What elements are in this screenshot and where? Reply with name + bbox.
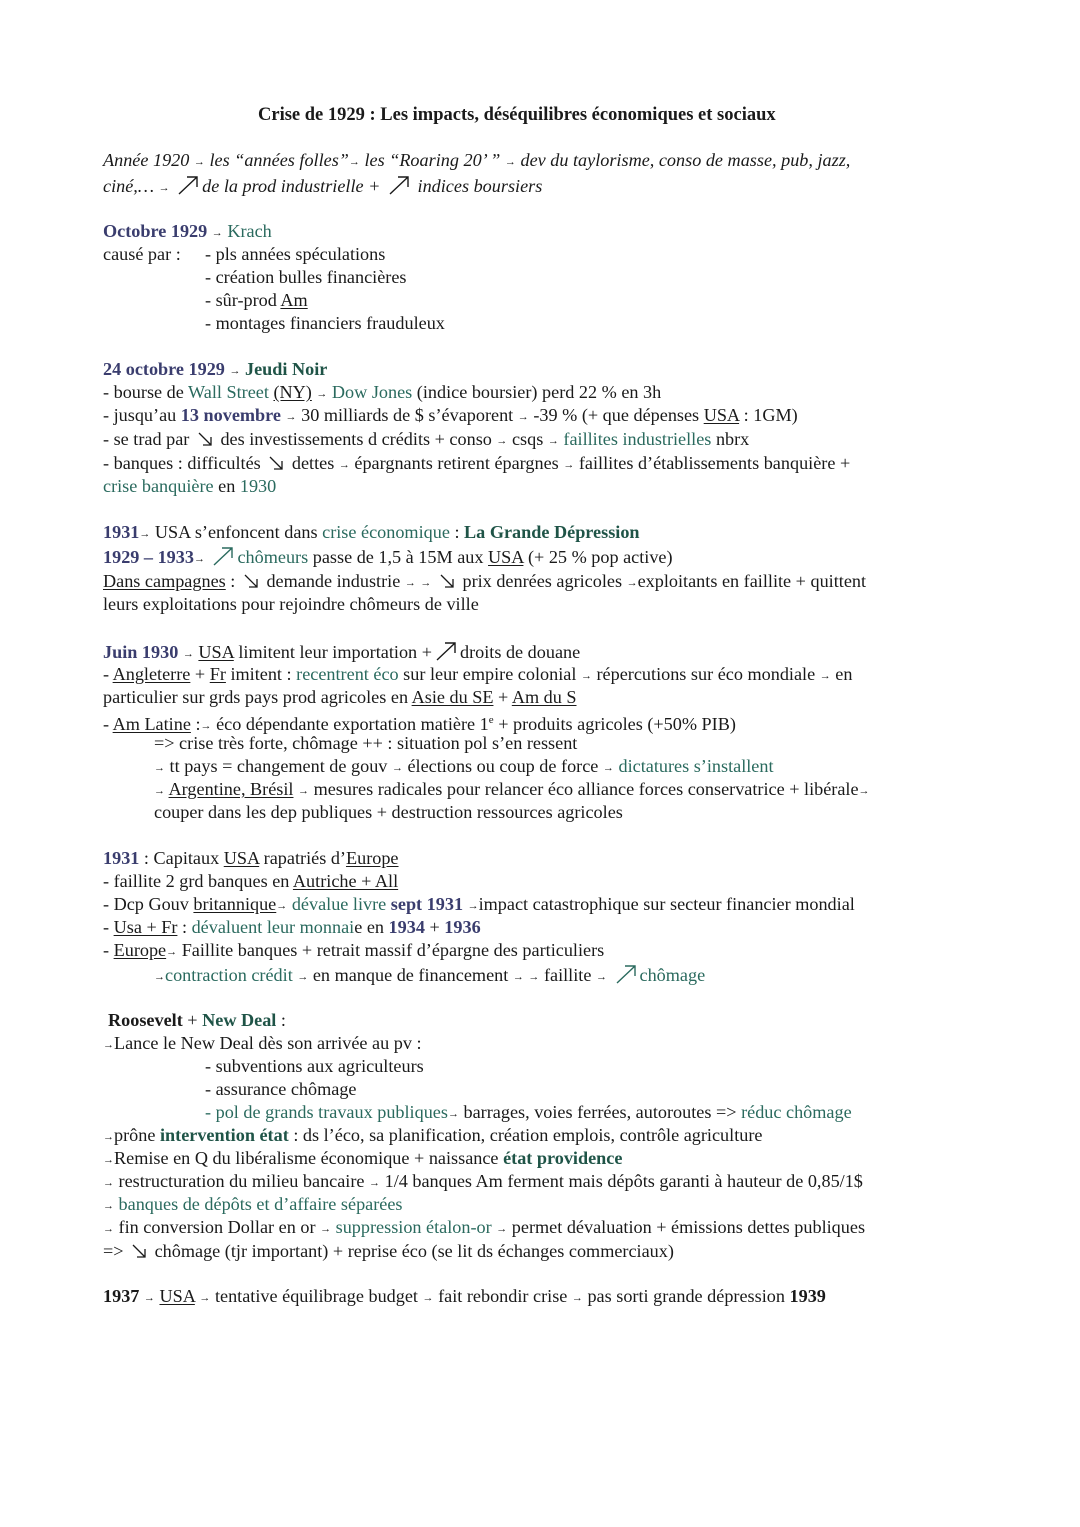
arrow-icon: → <box>316 388 328 400</box>
arrow-icon: → <box>166 946 178 958</box>
cap-l6-b: en manque de financement <box>312 965 509 985</box>
arrow-icon: → <box>211 227 223 239</box>
devalue-livre: dévalue livre <box>291 894 387 914</box>
arrow-icon: → <box>103 1200 114 1212</box>
juin-line-8: couper dans les dep publiques + destruction ressources agricoles <box>154 802 623 822</box>
final-line <box>103 1285 826 1311</box>
dep-1929-1933: 1929 – 1933 <box>103 547 194 567</box>
increase-arrow-icon <box>176 174 200 196</box>
newdeal-item-2: - assurance chômage <box>205 1079 357 1099</box>
intervention-etat: intervention état <box>159 1125 289 1145</box>
jeudi-l4-c: épargnants retirent épargnes <box>354 453 559 473</box>
dep-1931: 1931 <box>103 522 140 542</box>
depression-line-1 <box>103 521 640 547</box>
juin-l3-c: + <box>498 687 509 707</box>
etat-providence: état providence <box>503 1148 623 1168</box>
capitaux-line-1 <box>103 847 399 870</box>
arrow-icon: → <box>158 182 170 194</box>
arrow-icon: → <box>504 156 516 168</box>
cap-chomage: chômage <box>639 965 706 985</box>
juin-l4-f: + produits agricoles (+50% PIB) <box>498 714 736 735</box>
newdeal-heading <box>108 1009 286 1032</box>
increase-arrow-icon <box>614 963 638 985</box>
arrow-icon: → <box>199 1292 211 1304</box>
arrow-icon: → <box>571 1292 583 1304</box>
jeudi-l1-a: - bourse de <box>103 382 184 402</box>
arrow-icon: → <box>517 411 529 423</box>
ny: (NY) <box>273 382 312 402</box>
dictatures: dictatures s’installent <box>618 756 774 776</box>
final-e: pas sorti grande dépression <box>587 1286 785 1306</box>
newdeal-item-1: - subventions aux agriculteurs <box>205 1056 424 1076</box>
krach-date: Octobre 1929 <box>103 221 208 241</box>
new-deal: New Deal <box>202 1010 277 1030</box>
jeudi-l4-a: - banques : difficultés <box>103 453 261 473</box>
cap-l6-c: faillite <box>543 965 592 985</box>
dow-jones: Dow Jones <box>331 382 413 402</box>
juin-l3-a: particulier sur grds pays prod agricoles en <box>103 687 409 707</box>
argentine-bresil: Argentine, Brésil <box>168 779 294 799</box>
jeudi-l2-f: : 1GM) <box>743 405 798 425</box>
dep-l3-d: prix denrées agricoles <box>462 571 623 591</box>
juin-l2-h: répercutions sur éco mondiale <box>596 664 816 684</box>
arrow-icon: → <box>200 720 212 733</box>
jeudi-l3-a: - se trad par <box>103 429 190 449</box>
banques-separees: banques de dépôts et d’affaire séparées <box>118 1194 403 1214</box>
increase-arrow-icon <box>434 640 458 662</box>
cap-1934: 1934 <box>388 917 425 937</box>
arrow-icon: → <box>298 785 310 797</box>
juin-line-3 <box>103 686 577 709</box>
juin-line-5: => crise très forte, chômage ++ : situation pol s’en ressent <box>154 733 578 753</box>
nd-l6-a: prône <box>114 1125 156 1145</box>
intro-indices: indices boursiers <box>417 176 543 196</box>
nd-plus: + <box>187 1010 198 1030</box>
dep-l3-c: demande industrie <box>266 571 401 591</box>
cap-l3-e: impact catastrophique sur secteur financier mondial <box>478 894 855 914</box>
krach-cause-1: - pls années spéculations <box>205 244 386 264</box>
arrow-icon: → <box>320 1223 332 1235</box>
krach-cause-4: - montages financiers frauduleux <box>205 313 445 333</box>
jeudi-l4-b: dettes <box>291 453 335 473</box>
arrow-icon: → <box>338 459 350 471</box>
arrow-icon: → <box>595 971 607 983</box>
nd-l8: restructuration du milieu bancaire <box>118 1171 365 1191</box>
dans-campagnes: Dans campagnes <box>103 571 226 591</box>
capitaux-line-4 <box>103 916 481 939</box>
arrow-icon: → <box>103 1177 114 1189</box>
arrow-icon: → <box>496 1223 508 1235</box>
usa-fr: Usa + Fr <box>113 917 178 937</box>
final-d: fait rebondir crise <box>438 1286 568 1306</box>
decrease-arrow-icon <box>268 455 284 471</box>
juin-l2-e: imitent : <box>230 664 292 684</box>
decrease-arrow-icon <box>197 431 213 447</box>
nd-l11-b: chômage (tjr important) + reprise éco (se lit ds échanges commerciaux) <box>154 1241 674 1261</box>
dep-l3-e: exploitants en faillite + quittent <box>637 571 867 591</box>
increase-arrow-icon <box>387 174 411 196</box>
crise-banquiere: crise banquière <box>103 476 214 496</box>
krach-cause-3-am: Am <box>280 290 308 310</box>
dep-l2-usa: USA <box>488 547 524 567</box>
arrow-icon: → <box>154 785 165 797</box>
newdeal-line-11 <box>103 1240 674 1263</box>
asie-du-se: Asie du SE <box>411 687 494 707</box>
cap-usa: USA <box>223 848 260 868</box>
arrow-icon: → <box>547 435 559 447</box>
jeudi-l5-b: en <box>218 476 236 496</box>
nd-l5-b: barrages, voies ferrées, autoroutes => <box>463 1102 737 1122</box>
arrow-icon: → <box>512 971 524 983</box>
arrow-icon: → <box>404 577 416 589</box>
arrow-icon: → <box>563 459 575 471</box>
jeudi-date: 24 octobre 1929 <box>103 359 225 379</box>
capitaux-line-5 <box>103 939 604 965</box>
nd-l2: Lance le New Deal dès son arrivée au pv : <box>114 1033 422 1053</box>
depression-line-4: leurs exploitations pour rejoindre chômeurs de ville <box>103 594 479 614</box>
cap-l1-d: rapatriés d’ <box>263 848 346 868</box>
roosevelt: Roosevelt <box>108 1010 183 1030</box>
nd-l11-a: => <box>103 1241 124 1261</box>
arrow-icon: → <box>103 1131 114 1143</box>
arrow-icon: → <box>626 577 638 589</box>
cap-l4-a: - <box>103 917 114 937</box>
juin-usa: USA <box>198 642 234 662</box>
arrow-icon: → <box>285 411 297 423</box>
newdeal-line-10 <box>103 1216 865 1242</box>
jeudi-l1-e: (indice boursier) perd 22 % en 3h <box>416 382 662 402</box>
cap-l4-g: + <box>429 917 440 937</box>
arrow-icon: → <box>420 577 432 589</box>
krach-cause-2: - création bulles financières <box>205 267 407 287</box>
cap-l5-c: Faillite banques + retrait massif d’épargne des particuliers <box>181 940 605 960</box>
jeudi-name: Jeudi Noir <box>245 359 328 379</box>
decrease-arrow-icon <box>243 573 259 589</box>
chomeurs: chômeurs <box>237 547 309 567</box>
reduc-chomage: réduc chômage <box>741 1102 852 1122</box>
cap-europe: Europe <box>345 848 399 868</box>
juin-l2-a: - <box>103 664 113 684</box>
jeudi-l3-c: csqs <box>511 429 544 449</box>
arrow-icon: → <box>193 553 205 565</box>
britannique: britannique <box>193 894 277 914</box>
jeudi-l4-d: faillites d’établissements banquière + <box>578 453 851 473</box>
cap-l1-b: : Capitaux <box>143 848 220 868</box>
nd-colon: : <box>280 1010 286 1030</box>
cap-1931: 1931 <box>103 848 140 868</box>
nd-l8b: 1/4 banques Am ferment mais dépôts garanti à hauteur de 0,85/1$ <box>384 1171 863 1191</box>
final-c: tentative équilibrage budget <box>214 1286 418 1306</box>
jeudi-l2-usa: USA <box>703 405 740 425</box>
devaluent-monnaie: dévaluent leur monnai <box>191 917 355 937</box>
nd-l10-a: fin conversion Dollar en or <box>118 1217 316 1237</box>
cap-1936: 1936 <box>444 917 481 937</box>
jeudi-1930: 1930 <box>239 476 277 496</box>
sept-1931: sept 1931 <box>390 894 464 914</box>
nd-l6-c: : ds l’éco, sa planification, création emplois, contrôle agriculture <box>293 1125 763 1145</box>
cap-l2-a: - faillite 2 grd banques en <box>103 871 290 891</box>
juin-l4-c: : <box>195 714 201 735</box>
jeudi-line-5 <box>103 475 276 498</box>
intro-annees-folles: les “années folles” <box>209 150 349 170</box>
krach-name: Krach <box>227 221 272 241</box>
depression-line-2 <box>103 545 673 572</box>
intro-roaring: les “Roaring 20’ ” <box>364 150 501 170</box>
arrow-icon: → <box>528 971 540 983</box>
jeudi-l3-e: nbrx <box>715 429 750 449</box>
wall-street: Wall Street <box>188 382 269 402</box>
krach-cause-3 <box>205 289 308 312</box>
grands-travaux: - pol de grands travaux publiques <box>205 1102 448 1122</box>
grande-depression: La Grande Dépression <box>464 522 640 542</box>
arrow-icon: → <box>580 670 592 682</box>
juin-l7-b: mesures radicales pour relancer éco alliance forces conservatrice + libérale <box>313 779 859 799</box>
arrow-icon: → <box>154 762 165 774</box>
arrow-icon: → <box>154 971 165 983</box>
arrow-icon: → <box>819 670 831 682</box>
cap-l3-a: - Dcp Gouv <box>103 894 189 914</box>
intro-cine: ciné,… <box>103 176 155 196</box>
juin-fr: Fr <box>209 664 226 684</box>
jeudi-l2-c: 30 milliards de $ s’évaporent <box>301 405 514 425</box>
jeudi-l3-b: des investissements d crédits + conso <box>220 429 492 449</box>
jeudi-l2-d: -39 % (+ que dépenses <box>533 405 700 425</box>
arrow-icon: → <box>391 762 403 774</box>
juin-l4-sup: e <box>488 714 494 726</box>
final-1939: 1939 <box>789 1286 826 1306</box>
dep-l2-e: (+ 25 % pop active) <box>527 547 673 567</box>
am-latine: Am Latine <box>112 714 191 735</box>
arrow-icon: → <box>348 156 360 168</box>
am-du-s: Am du S <box>511 687 577 707</box>
arrow-icon: → <box>369 1177 381 1189</box>
arrow-icon: → <box>182 648 194 660</box>
juin-l6-b: élections ou coup de force <box>407 756 599 776</box>
arrow-icon: → <box>143 1292 155 1304</box>
arrow-icon: → <box>467 900 479 912</box>
cap-l5-a: - <box>103 940 114 960</box>
dep-l2-c: passe de 1,5 à 15M aux <box>312 547 484 567</box>
juin-l2-i: en <box>835 664 853 684</box>
cap-l4-c: : <box>181 917 188 937</box>
juin-l1-c: limitent leur importation + <box>238 642 432 662</box>
autriche-all: Autriche + All <box>292 871 399 891</box>
juin-l6-a: tt pays = changement de gouv <box>169 756 388 776</box>
jeudi-13-nov: 13 novembre <box>180 405 281 425</box>
intro-taylorisme: dev du taylorisme, conso de masse, pub, jazz, <box>520 150 851 170</box>
recentrent-eco: recentrent éco <box>296 664 399 684</box>
intro-year: Année 1920 <box>103 150 190 170</box>
intro-line-1 <box>103 149 850 175</box>
final-usa: USA <box>159 1286 195 1306</box>
krach-cause-3-text: - sûr-prod <box>205 290 277 310</box>
juin-l1-d: droits de douane <box>459 642 581 662</box>
capitaux-line-6 <box>154 963 705 990</box>
arrow-icon: → <box>276 900 288 912</box>
nd-l10-c: permet dévaluation + émissions dettes publiques <box>511 1217 866 1237</box>
arrow-icon: → <box>602 762 614 774</box>
dep-l3-b: : <box>230 571 236 591</box>
arrow-icon: → <box>297 971 309 983</box>
decrease-arrow-icon <box>439 573 455 589</box>
decrease-arrow-icon <box>131 1243 147 1259</box>
arrow-icon: → <box>193 156 205 168</box>
faillites-industrielles: faillites industrielles <box>563 429 712 449</box>
juin-l4-a: - <box>103 714 113 735</box>
arrow-icon: → <box>139 528 151 540</box>
arrow-icon: → <box>858 785 870 797</box>
contraction-credit: contraction crédit <box>165 965 293 985</box>
angleterre: Angleterre <box>112 664 191 684</box>
jeudi-line-2 <box>103 404 798 430</box>
cap-europe-2: Europe <box>113 940 167 960</box>
page-title: Crise de 1929 : Les impacts, déséquilibres économiques et sociaux <box>258 105 776 125</box>
increase-arrow-icon <box>211 545 235 567</box>
suppression-etalon-or: suppression étalon-or <box>335 1217 492 1237</box>
juin-l4-d: éco dépendante exportation matière 1 <box>216 714 489 735</box>
arrow-icon: → <box>103 1039 114 1051</box>
cap-l4-e: e en <box>354 917 384 937</box>
nd-l7-a: Remise en Q du libéralisme économique + naissance <box>114 1148 499 1168</box>
krach-cause-label: causé par : <box>103 244 181 264</box>
juin-1930: Juin 1930 <box>103 642 179 662</box>
juin-l2-g: sur leur empire colonial <box>403 664 577 684</box>
arrow-icon: → <box>422 1292 434 1304</box>
intro-prod-industrielle: de la prod industrielle + <box>202 176 381 196</box>
dep-l1-b: USA s’enfoncent dans <box>154 522 318 542</box>
juin-l2-c: + <box>194 664 206 684</box>
intro-line-2 <box>103 174 542 201</box>
dep-l1-d: : <box>454 522 460 542</box>
arrow-icon: → <box>229 365 241 377</box>
capitaux-line-2 <box>103 870 398 893</box>
jeudi-l2-a: - jusqu’au <box>103 405 177 425</box>
arrow-icon: → <box>103 1223 114 1235</box>
arrow-icon: → <box>496 435 508 447</box>
arrow-icon: → <box>447 1108 459 1120</box>
jeudi-line-3 <box>103 428 749 454</box>
crise-economique: crise économique <box>322 522 450 542</box>
final-1937: 1937 <box>103 1286 140 1306</box>
arrow-icon: → <box>103 1154 114 1166</box>
